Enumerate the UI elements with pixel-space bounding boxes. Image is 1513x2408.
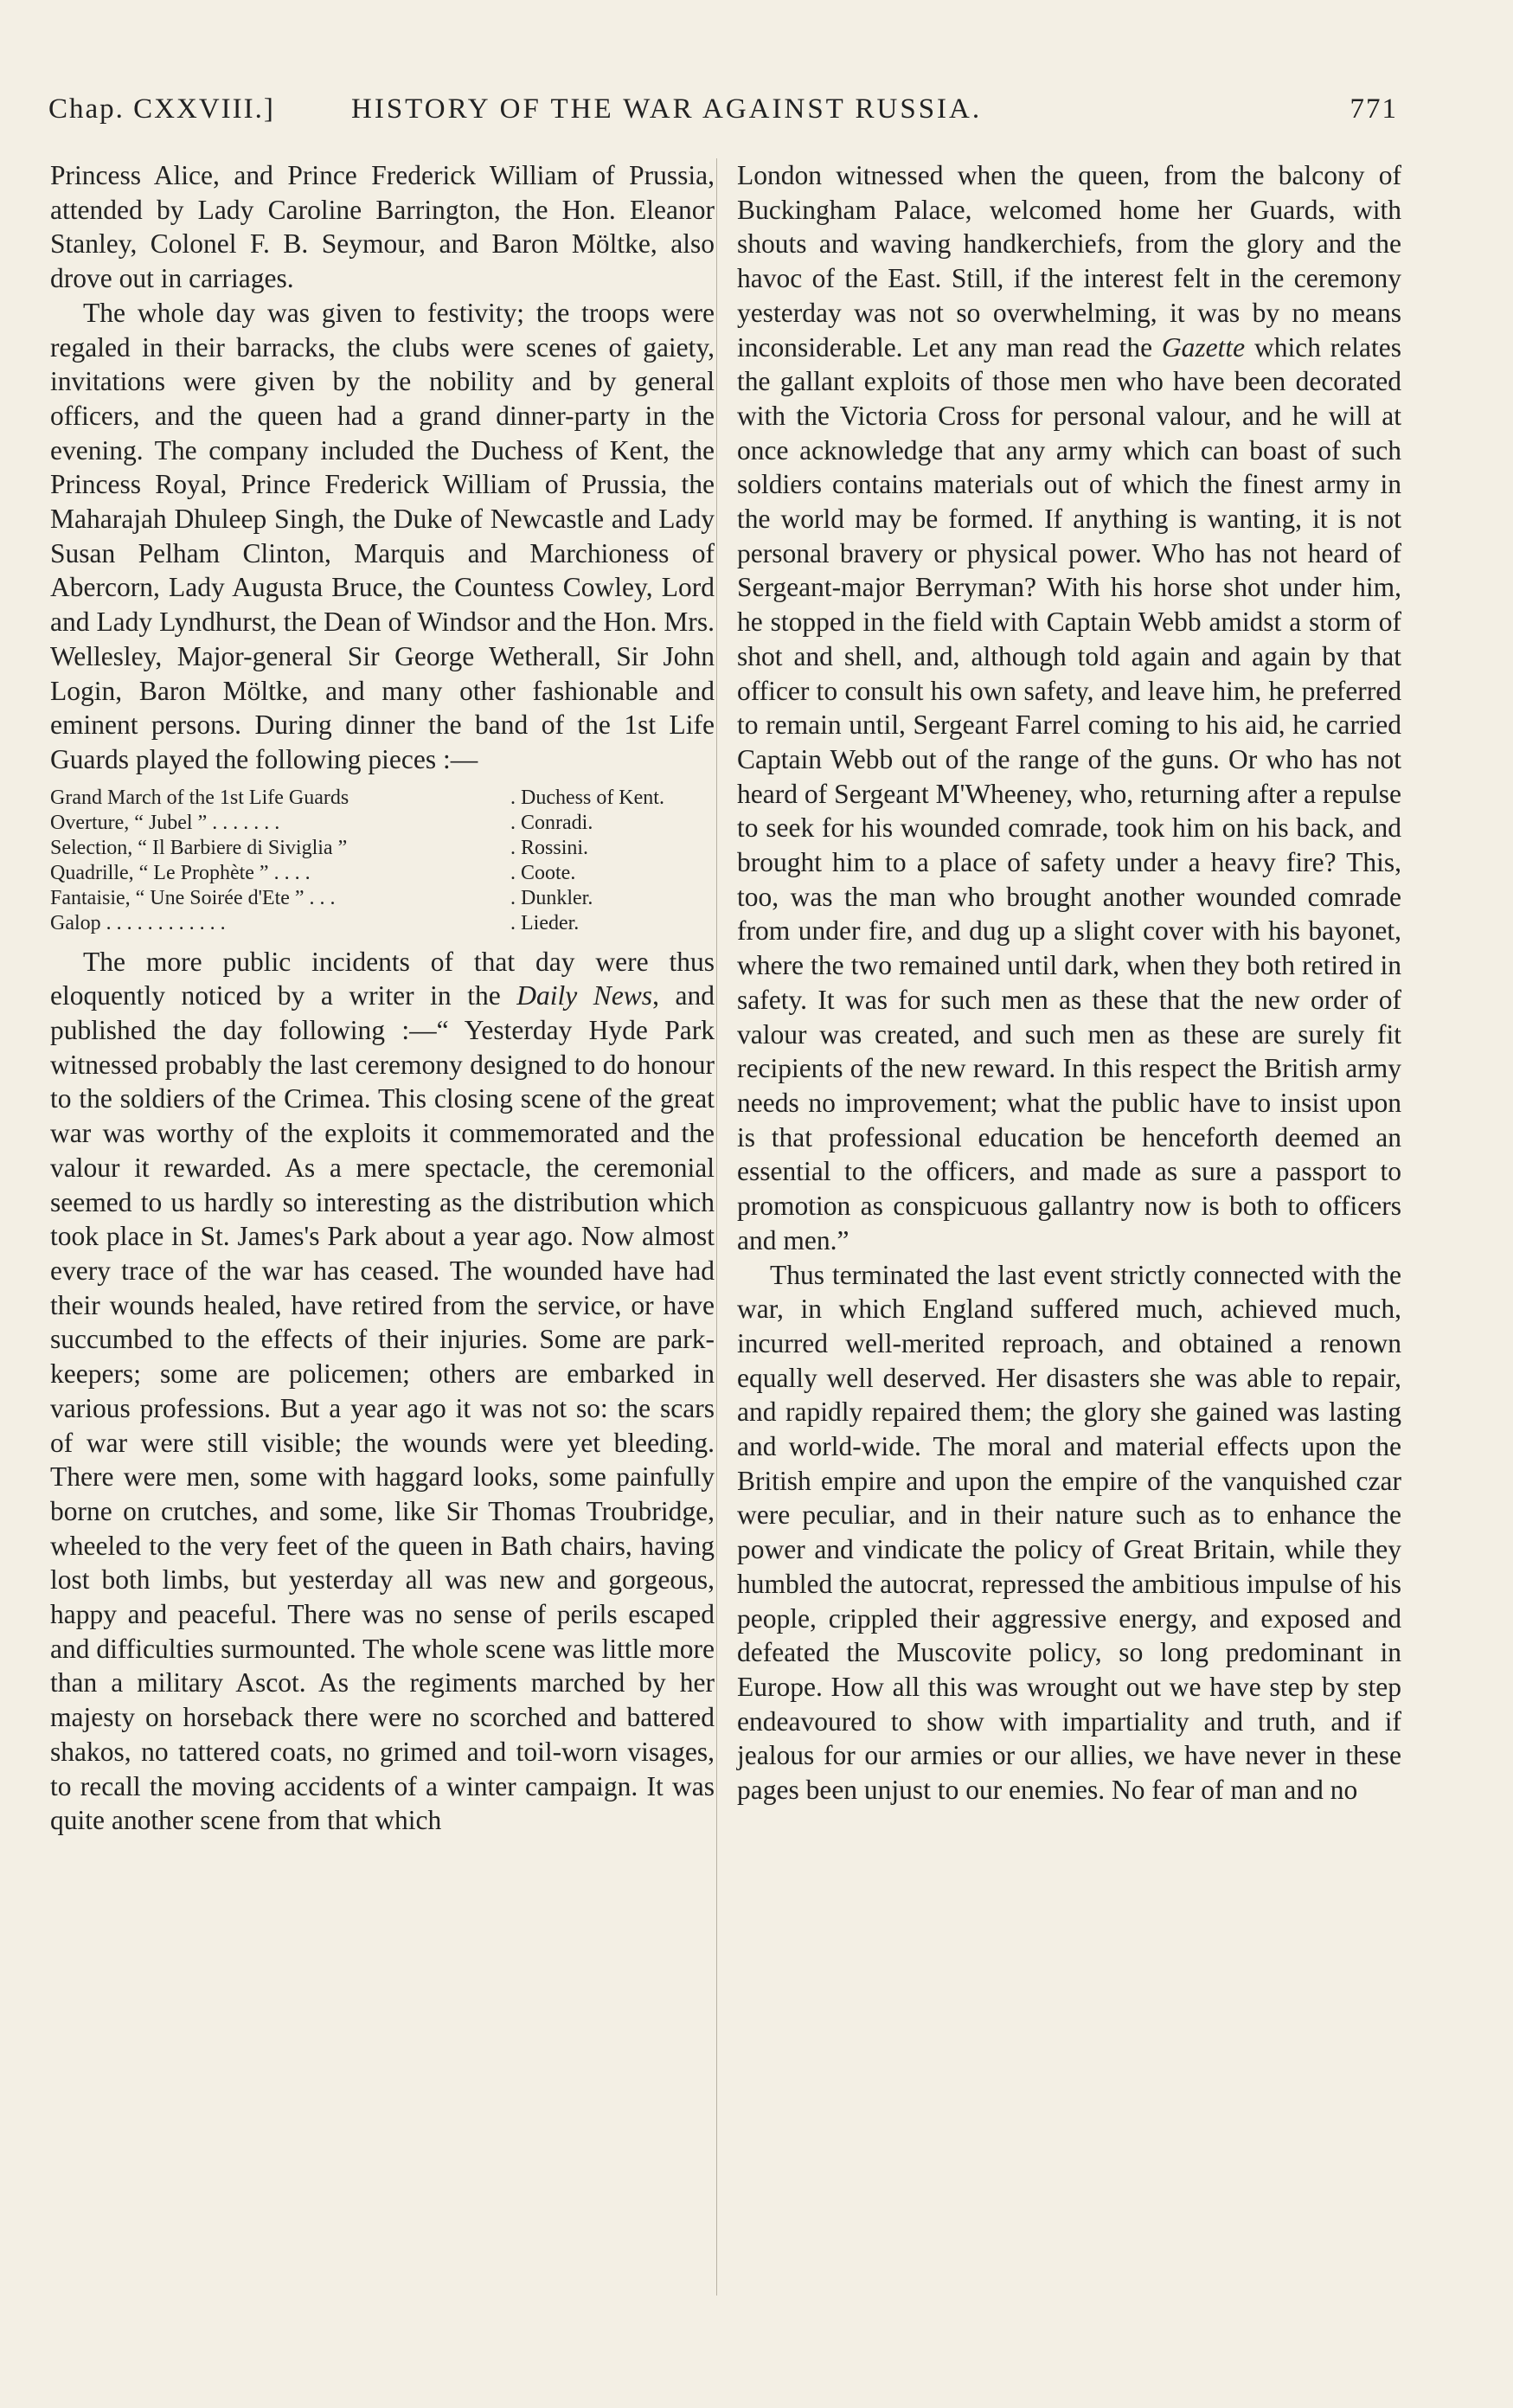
paragraph-carriages: Princess Alice, and Prince Frederick William of Prussia, attended by Lady Caroline Barrington, the Hon. Eleanor Stanley, Colonel F. B. Seymour, and Baron Möltke, also drove out in carriages. [50,160,715,294]
text-run: The more public incidents of that day were thus eloquently noticed by a writer in the [50,946,715,1011]
text-run: which relates the gallant exploits of those men who have been decorated with the Victoria Cross for personal valour, and he will at once acknowledge that any army which can boast of such soldiers contains materials out of which the finest army in the world may be formed. If anything is wanting, it is not personal bravery or physical power. Who has not heard of Sergeant-major Berryman? With his horse shot under him, he stopped in the field with Captain Webb amidst a storm of shot and shell, and, although told again and again by that officer to consult his own safety, and leave him, he preferred to remain until, Sergeant Farrel coming to his aid, he carried Captain Webb out of the range of the guns. Or who has not heard of Sergeant M'Wheeney, who, returning after a repulse to seek for his wounded comrade, took him on his back, and brought him to a place of safety under a heavy fire? This, too, was the man who brought another wounded comrade from under fire, and dug up a slight cover with his bayonet, where the two remained until dark, when they both retired in safety. It was for such men as these that the new order of valour was created, and such men as these are surely fit recipients of the new reward. In this respect the British army needs no improvement; what the public have to insist upon is that professional education be henceforth deemed an essential to the officers, and made as sure a passport to promotion as conspicuous gallantry now is both to officers and men.” [737,331,1401,1255]
program-piece: Grand March of the 1st Life Guards [50,786,349,809]
program-piece: Galop . . . . . . . . . . . . [50,911,226,934]
program-row [50,886,715,911]
program-piece: Overture, “ Jubel ” . . . . . . . [50,811,280,834]
chapter-label: Chap. CXXVIII.] [48,93,275,125]
program-composer: . Duchess of Kent. [510,786,664,809]
text-run: London witnessed when the queen, from the balcony of Buckingham Palace, welcomed home her Guards, with shouts and waving handkerchiefs, from the glory and the havoc of the East. Still, if the interest felt in the ceremony yesterday was not so overwhelming, it was by no means inconsiderable. Let any man read the [737,160,1401,363]
band-program-list [50,786,715,936]
program-composer: . Coote. [510,861,576,884]
program-row [50,861,715,886]
right-column [737,158,1401,1808]
paragraph-public-incidents [50,945,715,1838]
gazette-title: Gazette [1161,331,1246,363]
program-row [50,836,715,861]
paragraph-festivity: The whole day was given to festivity; the troops were regaled in their barracks, the clubs were scenes of gaiety, invitations were given by the nobility and by general officers, and the queen had a grand dinner-party in the evening. The company included the Duchess of Kent, the Princess Royal, Prince Frederick William of Prussia, the Maharajah Dhuleep Singh, the Duke of Newcastle and Lady Susan Pelham Clinton, Marquis and Marchioness of Abercorn, Lady Augusta Bruce, the Countess Cowley, Lord and Lady Lyndhurst, the Dean of Windsor and the Hon. Mrs. Wellesley, Major-general Sir George Wetherall, Sir John Login, Baron Möltke, and many other fashionable and eminent persons. During dinner the band of the 1st Life Guards played the following pieces :— [50,297,715,774]
paragraph-thus-terminated: Thus terminated the last event strictly connected with the war, in which England suffered much, achieved much, incurred well-merited reproach, and obtained a renown equally well deserved. Her disasters she was able to repair, and rapidly repaired them; the glory she gained was lasting and world-wide. The moral and material effects upon the British empire and upon the empire of the vanquished czar were peculiar, and in their nature such as to enhance the power and vindicate the policy of Great Britain, while they humbled the autocrat, repressed the ambitious impulse of his people, crippled their aggressive energy, and exposed and defeated the Muscovite policy, so long predominant in Europe. How all this was wrought out we have step by step endeavoured to show with impartiality and truth, and if jealous for our armies or our allies, we have never in these pages been unjust to our enemies. No fear of man and no [737,1259,1401,1806]
program-row [50,811,715,836]
program-piece: Fantaisie, “ Une Soirée d'Ete ” . . . [50,886,336,909]
program-composer: . Conradi. [510,811,593,834]
program-row [50,786,715,811]
program-composer: . Rossini. [510,836,589,859]
running-header [48,93,1398,137]
page-number: 771 [1350,93,1398,125]
column-divider [716,158,717,2296]
running-title: HISTORY OF THE WAR AGAINST RUSSIA. [351,93,983,125]
program-piece: Selection, “ Il Barbiere di Siviglia ” [50,836,348,859]
program-row [50,911,715,936]
program-piece: Quadrille, “ Le Prophète ” . . . . [50,861,311,884]
text-run: , and published the day following :—“ Yesterday Hyde Park witnessed probably the last ceremony designed to do honour to the soldiers of the Crimea. This closing scene of the great war was worthy of the exploits it commemorated and the valour it rewarded. As a mere spectacle, the ceremonial seemed to us hardly so interesting as the distribution which took place in St. James's Park about a year ago. Now almost every trace of the war has ceased. The wounded have had their wounds healed, have retired from the service, or have succumbed to the effects of their injuries. Some are park-keepers; some are policemen; others are embarked in various professions. But a year ago it was not so: the scars of war were still visible; the wounds were yet bleeding. There were men, some with haggard looks, some painfully borne on crutches, and some, like Sir Thomas Troubridge, wheeled to the very feet of the queen in Bath chairs, having lost both limbs, but yesterday all was new and gorgeous, happy and peaceful. There was no sense of perils escaped and difficulties surmounted. The whole scene was little more than a military Ascot. As the regiments marched by her majesty on horseback there were no scorched and battered shakos, no tattered coats, no grimed and toil-worn visages, to recall the moving accidents of a winter campaign. It was quite another scene from that which [50,980,715,1836]
paragraph-london-witnessed [737,158,1401,1258]
program-composer: . Dunkler. [510,886,593,909]
program-composer: . Lieder. [510,911,580,934]
left-column [50,158,715,1838]
newspaper-title: Daily News [516,980,653,1011]
